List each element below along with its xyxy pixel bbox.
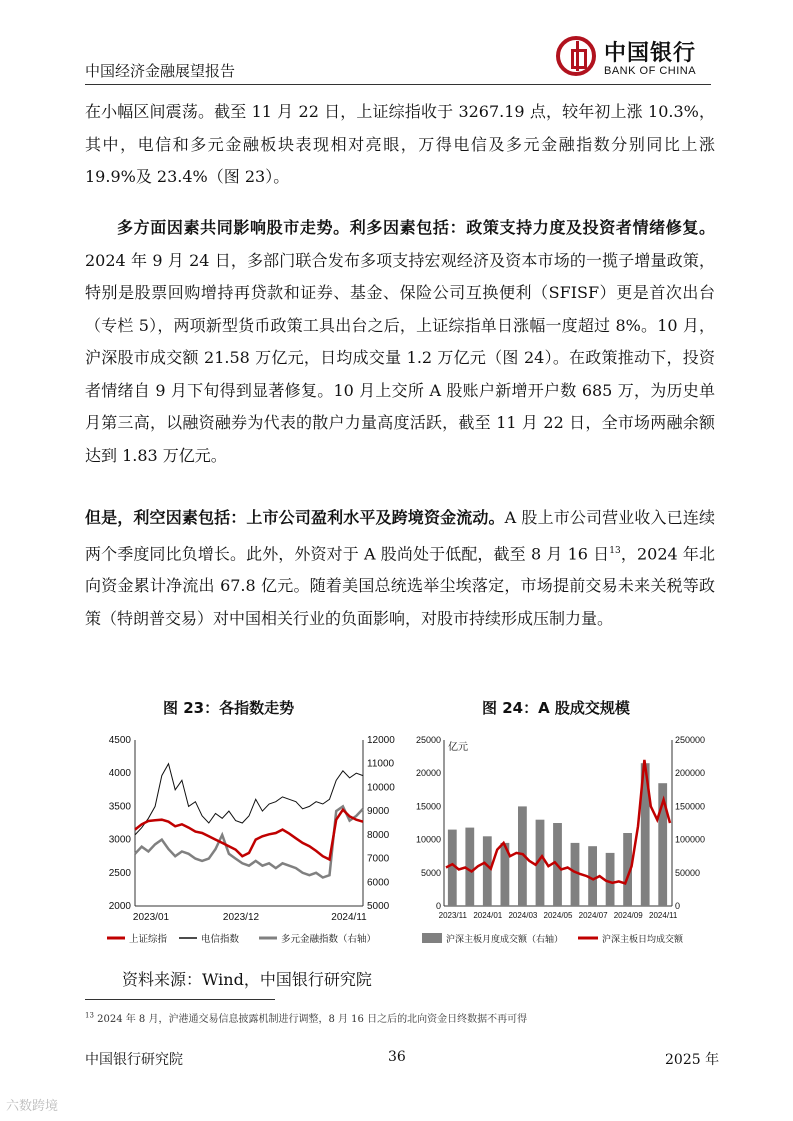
y-right-tick-label: 100000 bbox=[675, 834, 706, 845]
paragraph-2-text: 2024 年 9 月 24 日，多部门联合发布多项支持宏观经济及资本市场的一揽子增量政策，特别是股票回购增持再贷款和证券、基金、保险公司互换便利（SFISF）更是首次出台（专栏 5），两项新型货币政策工具出台之后，上证综指单日涨幅一度超过 8%。10 月，沪深股市成交额 21.58 万亿元，日均成交量 1.2 万亿元（图 24）。在政策推动下，投资者情绪自 9 月下旬得到显著修复。10 月上交所 A 股账户新增开户数 685 万，为历史单月第三高，以融资融券为代表的散户力量高度活跃，截至 11 月 22 日，全市场两融余额达到 1.83 万亿元。 bbox=[85, 250, 715, 465]
bar-1 bbox=[465, 828, 474, 906]
bank-of-china-emblem-icon bbox=[556, 36, 596, 76]
paragraph-2 bbox=[85, 212, 715, 472]
footnote-mark: 13 bbox=[85, 1011, 94, 1020]
footnote-ref[interactable]: 13 bbox=[609, 545, 621, 556]
paragraph-3-lead: 但是，利空因素包括：上市公司盈利水平及跨境资金流动。 bbox=[85, 508, 505, 527]
paragraph-1 bbox=[85, 96, 715, 194]
y-left-tick-label: 0 bbox=[435, 901, 441, 911]
x-tick-label: 2024/11 bbox=[331, 912, 367, 923]
figure-24-title: 图 24：A 股成交规模 bbox=[482, 699, 630, 717]
footer-institute: 中国银行研究院 bbox=[85, 1052, 183, 1068]
paragraph-3 bbox=[85, 502, 715, 635]
report-title: 中国经济金融展望报告 bbox=[85, 62, 236, 80]
y-left-tick-label: 20000 bbox=[415, 768, 441, 779]
x-tick-label: 2024/07 bbox=[578, 911, 608, 920]
y-left-tick-label: 3000 bbox=[108, 834, 131, 846]
y-right-tick-label: 12000 bbox=[367, 735, 395, 746]
y-right-tick-label: 6000 bbox=[367, 877, 390, 889]
paragraph-2-lead: 多方面因素共同影响股市走势。利多因素包括：政策支持力度及投资者情绪修复。 bbox=[117, 218, 715, 237]
y-left-tick-label: 25000 bbox=[415, 735, 441, 745]
y-right-tick-label: 7000 bbox=[367, 853, 390, 865]
x-tick-label: 2023/11 bbox=[438, 911, 467, 920]
y-right-tick-label: 50000 bbox=[675, 867, 701, 878]
footer-year: 2025 年 bbox=[665, 1052, 720, 1068]
page-number: 36 bbox=[388, 1049, 406, 1065]
x-tick-label: 2024/05 bbox=[543, 911, 573, 920]
figure-23-title: 图 23：各指数走势 bbox=[163, 699, 295, 717]
y-left-tick-label: 4500 bbox=[108, 735, 131, 746]
y-right-tick-label: 0 bbox=[675, 901, 681, 911]
legend-label: 电信指数 bbox=[201, 934, 240, 945]
y-left-tick-label: 10000 bbox=[415, 834, 441, 845]
x-tick-label: 2024/01 bbox=[473, 911, 503, 920]
footnote bbox=[85, 1010, 527, 1025]
logo-english-name: BANK OF CHINA bbox=[604, 65, 697, 77]
y-right-tick-label: 5000 bbox=[367, 901, 390, 912]
legend-label: 沪深主板日均成交额 bbox=[602, 934, 684, 944]
x-tick-label: 2023/01 bbox=[132, 912, 170, 923]
unit-label: 亿元 bbox=[448, 742, 468, 753]
legend-label: 沪深主板月度成交额（右轴） bbox=[446, 934, 564, 944]
y-right-tick-label: 200000 bbox=[675, 768, 706, 779]
series-line-1 bbox=[135, 764, 363, 835]
y-right-tick-label: 150000 bbox=[675, 801, 706, 812]
y-left-tick-label: 4000 bbox=[108, 768, 131, 780]
x-tick-label: 2024/03 bbox=[508, 911, 538, 920]
y-left-tick-label: 3500 bbox=[108, 801, 131, 813]
y-left-tick-label: 5000 bbox=[420, 867, 441, 878]
paragraph-1-text: 在小幅区间震荡。截至 11 月 22 日，上证综指收于 3267.19 点，较年初上涨 10.3%，其中，电信和多元金融板块表现相对亮眼，万得电信及多元金融指数分别同比上涨 19.9%及 23.4%（图 23）。 bbox=[85, 102, 715, 186]
legend-label: 多元金融指数（右轴） bbox=[281, 934, 377, 945]
logo-chinese-name: 中国银行 bbox=[604, 40, 697, 66]
y-left-tick-label: 2000 bbox=[108, 901, 131, 912]
y-right-tick-label: 11000 bbox=[367, 758, 395, 770]
y-right-tick-label: 10000 bbox=[367, 782, 395, 794]
y-left-tick-label: 15000 bbox=[415, 801, 441, 812]
footnote-text: 2024 年 8 月，沪港通交易信息披露机制进行调整，8 月 16 日之后的北向资金日终数据不再可得 bbox=[97, 1014, 528, 1025]
watermark-text: 六数跨境 bbox=[6, 1099, 59, 1114]
y-right-tick-label: 8000 bbox=[367, 829, 390, 841]
y-left-tick-label: 2500 bbox=[108, 867, 131, 879]
y-right-tick-label: 9000 bbox=[367, 806, 390, 818]
paragraph-3-text-b: ，2024 年北向资金累计净流出 67.8 亿元。随着美国总统选举尘埃落定，市场提前交易未来关税等政策（特朗普交易）对中国相关行业的负面影响，对股市持续形成压制力量。 bbox=[85, 543, 715, 628]
header-divider bbox=[85, 84, 711, 85]
data-source: 资料来源：Wind，中国银行研究院 bbox=[122, 970, 372, 989]
y-right-tick-label: 250000 bbox=[675, 735, 706, 745]
x-tick-label: 2024/09 bbox=[613, 911, 643, 920]
legend-swatch bbox=[422, 933, 442, 943]
paragraph-3-text-a: A 股上市公司营业收入已连续两个季度同比负增长。此外，外资对于 A 股尚处于低配，截至 8 月 16 日 bbox=[85, 508, 715, 563]
figure-24-chart bbox=[410, 728, 710, 953]
legend-label: 上证综指 bbox=[129, 934, 168, 945]
bank-of-china-logo bbox=[556, 36, 716, 80]
bar-9 bbox=[606, 853, 615, 906]
daily-volume-line bbox=[446, 760, 670, 884]
bar-2 bbox=[483, 836, 492, 906]
series-line-0 bbox=[135, 810, 363, 860]
x-tick-label: 2023/12 bbox=[222, 912, 260, 923]
x-tick-label: 2024/11 bbox=[649, 911, 678, 920]
series-line-2 bbox=[135, 806, 363, 877]
footnote-divider bbox=[85, 999, 275, 1000]
figure-23-chart bbox=[95, 728, 415, 953]
